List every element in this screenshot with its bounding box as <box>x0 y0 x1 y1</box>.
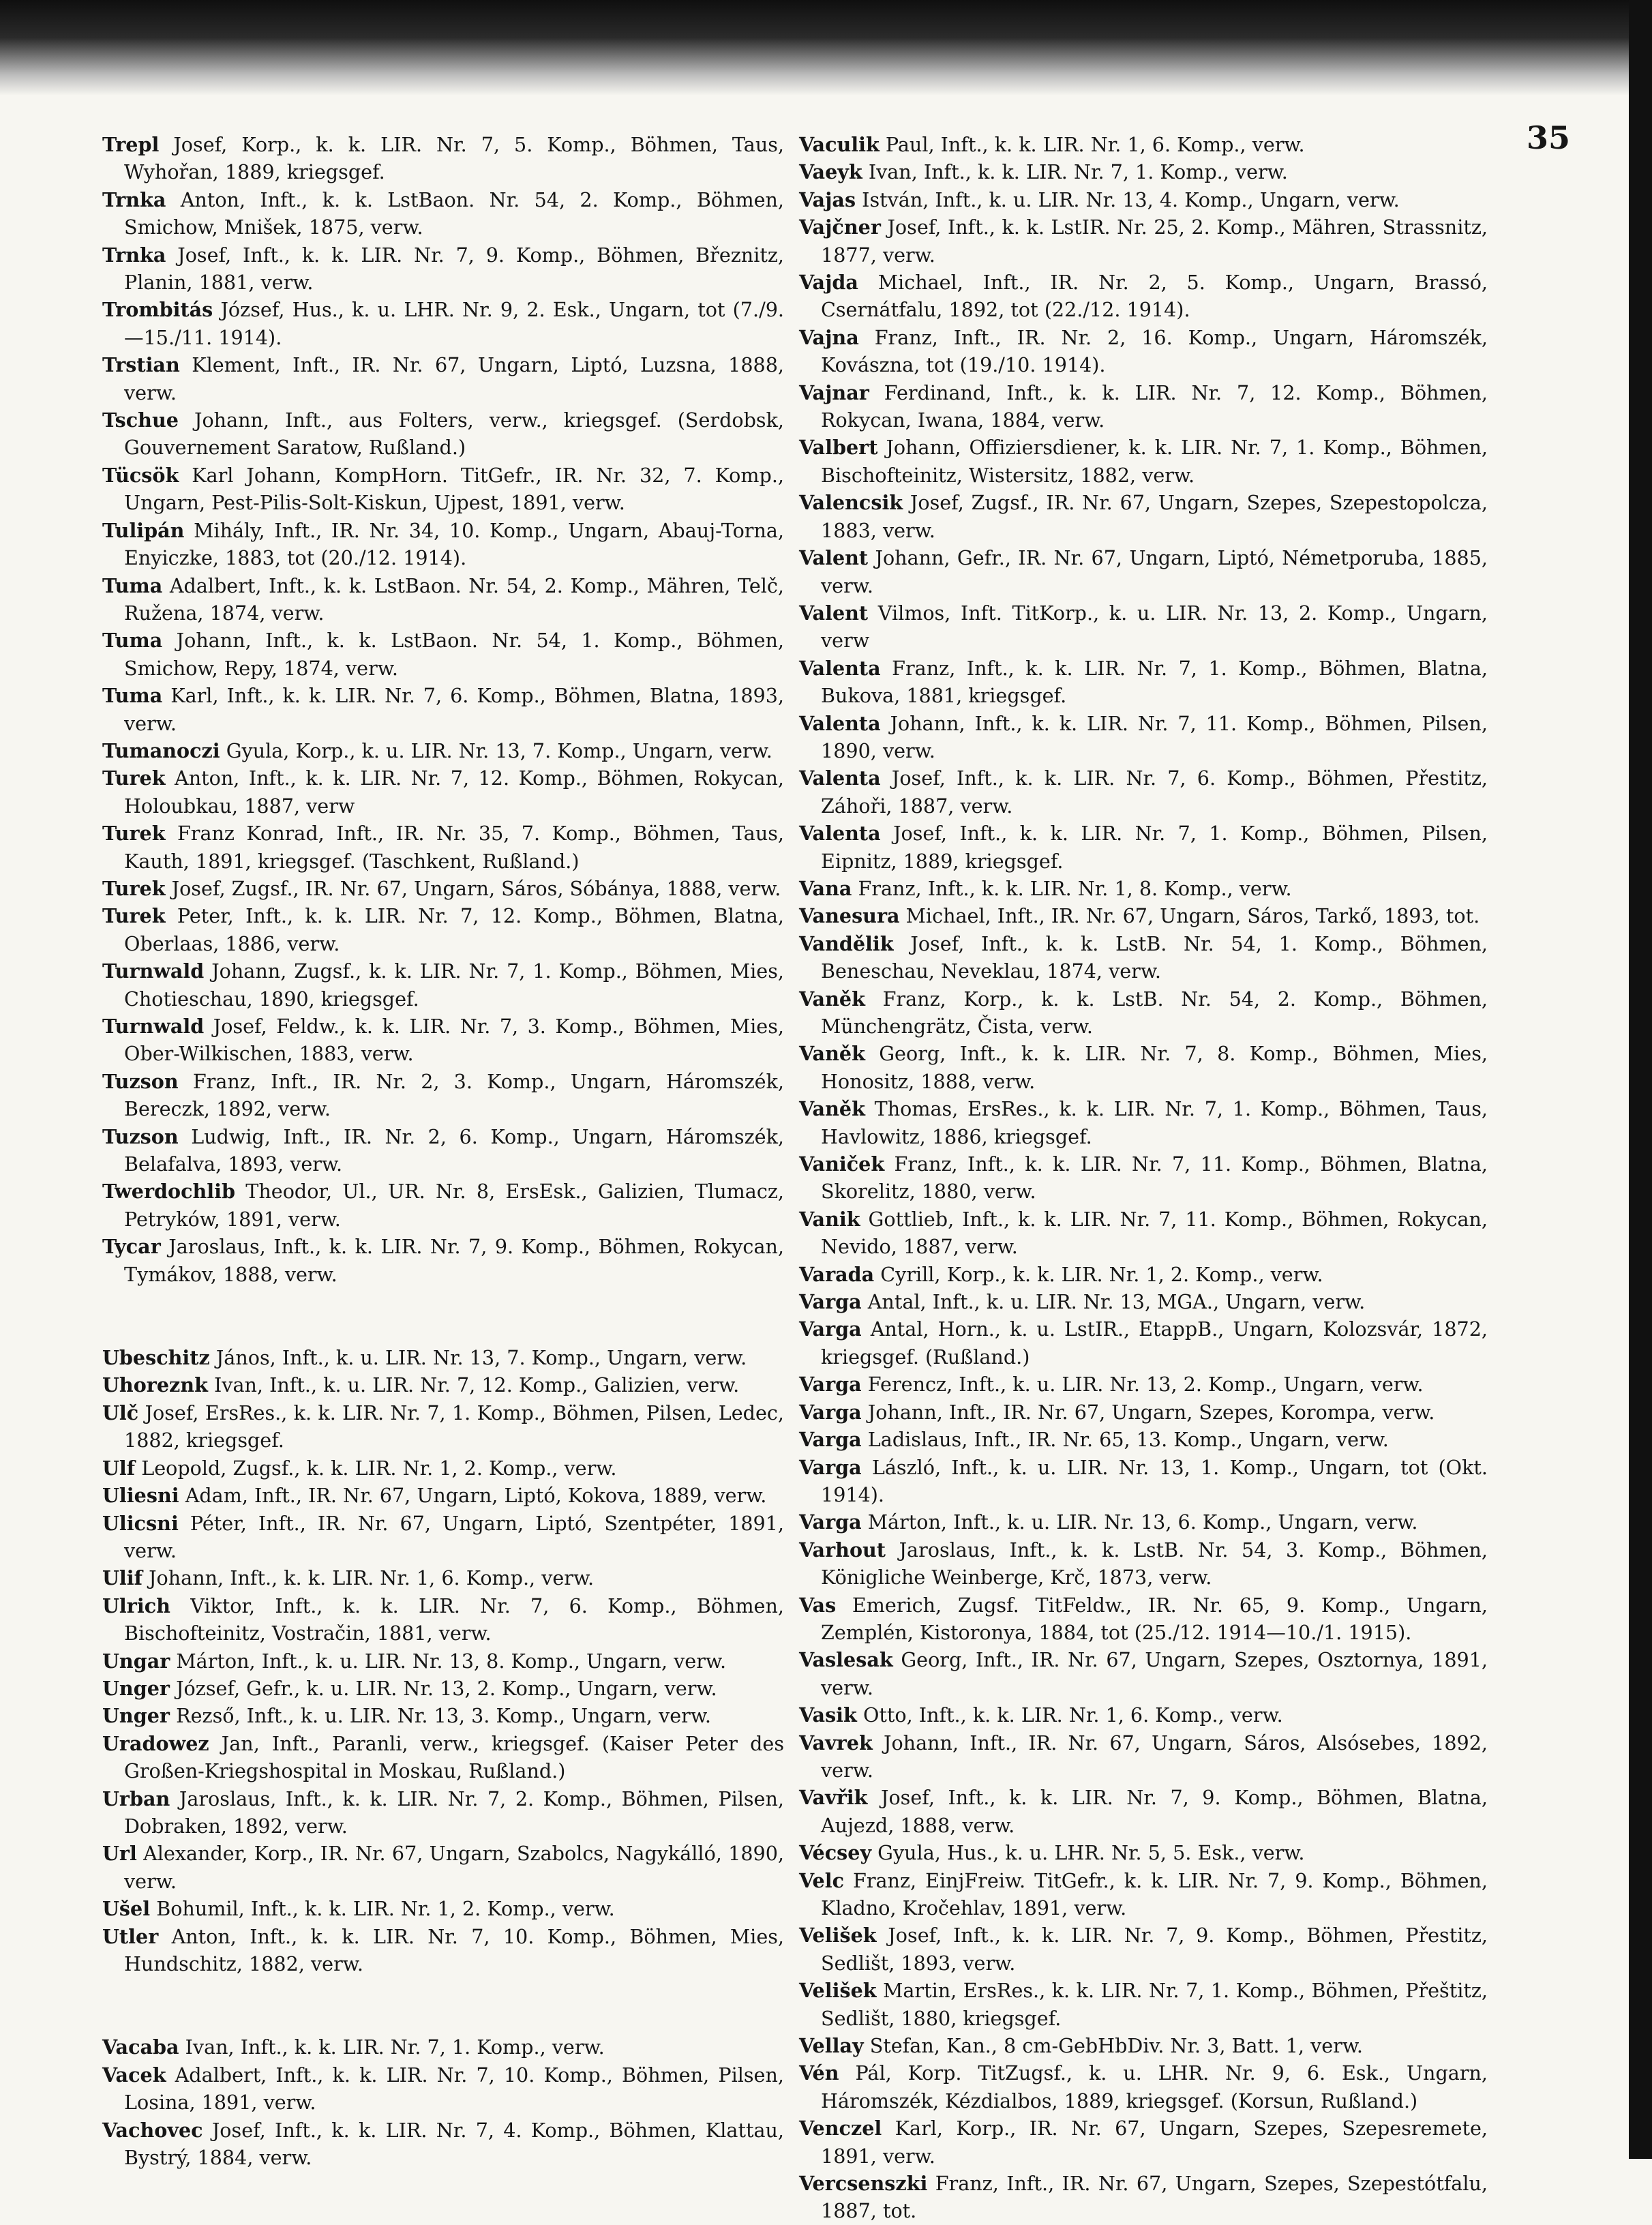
entry-surname: Vavrek <box>799 1731 873 1754</box>
entry-surname: Vaculik <box>799 133 880 156</box>
entry-surname: Valenta <box>799 711 881 735</box>
entry-details: Cyrill, Korp., k. k. LIR. Nr. 1, 2. Komp., verw. <box>880 1262 1323 1286</box>
entry-details: Franz, Inft., k. k. LIR. Nr. 7, 11. Komp., Böhmen, Blatna, Skorelitz, 1880, verw. <box>821 1152 1488 1204</box>
entry-surname: Velišek <box>799 1979 877 2003</box>
entry-details: Michael, Inft., IR. Nr. 2, 5. Komp., Ungarn, Brassó, Csernátfalu, 1892, tot (22./12. 1914). <box>821 271 1488 322</box>
list-item <box>102 682 784 737</box>
list-item <box>799 1206 1488 1261</box>
entry-details: Josef, Inft., k. k. LIR. Nr. 7, 4. Komp., Böhmen, Klattau, Bystrý, 1884, verw. <box>124 2118 784 2170</box>
entry-details: Johann, Inft., aus Folters, verw., kriegsgef. (Serdobsk, Gouvernement Saratow, Rußland.) <box>124 408 785 460</box>
entry-details: Josef, Inft., k. k. LIR. Nr. 7, 1. Komp., Böhmen, Pilsen, Eipnitz, 1889, kriegsgef. <box>821 822 1488 873</box>
entry-surname: Velišek <box>799 1924 877 1947</box>
entry-details: Paul, Inft., k. k. LIR. Nr. 1, 6. Komp., verw. <box>885 133 1305 156</box>
list-item <box>799 1315 1488 1371</box>
entry-surname: Trepl <box>102 133 160 156</box>
list-item <box>799 599 1488 655</box>
list-item <box>799 930 1488 985</box>
entry-surname: Trombitás <box>102 298 213 322</box>
entry-details: Anton, Inft., k. k. LIR. Nr. 7, 10. Komp., Böhmen, Mies, Hundschitz, 1882, verw. <box>124 1924 784 1975</box>
entry-surname: Tuzson <box>102 1069 179 1093</box>
entry-surname: Unger <box>102 1676 170 1700</box>
entry-surname: Vandělik <box>799 931 894 955</box>
list-item <box>799 434 1488 489</box>
list-item <box>799 1371 1488 1398</box>
list-item <box>799 1701 1488 1729</box>
entry-surname: Ulrich <box>102 1594 170 1617</box>
entry-details: Vilmos, Inft. TitKorp., k. u. LIR. Nr. 13, 2. Komp., Ungarn, verw <box>821 601 1488 653</box>
list-item <box>102 1785 784 1840</box>
list-item <box>799 1839 1488 1866</box>
list-item <box>102 1482 784 1509</box>
entry-surname: Varga <box>799 1290 862 1314</box>
entry-details: Jaroslaus, Inft., k. k. LIR. Nr. 7, 2. Komp., Böhmen, Pilsen, Dobraken, 1892, verw. <box>124 1787 784 1838</box>
entry-surname: Tschue <box>102 408 179 432</box>
entry-surname: Ulč <box>102 1401 139 1424</box>
list-item <box>799 131 1488 158</box>
entry-surname: Varga <box>799 1317 862 1341</box>
entry-details: Ivan, Inft., k. k. LIR. Nr. 7, 1. Komp., verw. <box>185 2035 605 2059</box>
entry-surname: Valencsik <box>799 491 903 515</box>
list-item <box>799 875 1488 902</box>
entry-surname: Varga <box>799 1400 862 1424</box>
list-item <box>799 1536 1488 1592</box>
entry-details: Franz, Inft., IR. Nr. 2, 16. Komp., Ungarn, Háromszék, Kovászna, tot (19./10. 1914). <box>821 325 1488 377</box>
entry-surname: Ulicsni <box>102 1511 179 1535</box>
entry-details: Franz, Korp., k. k. LstB. Nr. 54, 2. Komp., Böhmen, Münchengrätz, Čista, verw. <box>821 987 1488 1038</box>
list-item <box>102 517 784 572</box>
entry-details: Anton, Inft., k. k. LstBaon. Nr. 54, 2. Komp., Böhmen, Smichow, Mnišek, 1875, verw. <box>124 188 785 239</box>
entry-details: Gyula, Hus., k. u. LHR. Nr. 5, 5. Esk., verw. <box>877 1841 1305 1865</box>
entry-details: Bohumil, Inft., k. k. LIR. Nr. 1, 2. Komp., verw. <box>156 1897 615 1921</box>
entry-surname: Tuma <box>102 629 163 653</box>
entry-details: Franz, Inft., IR. Nr. 2, 3. Komp., Ungarn, Háromszék, Bereczk, 1892, verw. <box>124 1069 784 1121</box>
entry-details: Emerich, Zugsf. TitFeldw., IR. Nr. 65, 9. Komp., Ungarn, Zemplén, Kistoronya, 1884, tot (25./12. 1914—10./1. 1915). <box>821 1593 1488 1644</box>
entry-details: Anton, Inft., k. k. LIR. Nr. 7, 12. Komp., Böhmen, Rokycan, Holoubkau, 1887, verw <box>124 766 784 818</box>
entry-details: Márton, Inft., k. u. LIR. Nr. 13, 8. Komp., Ungarn, verw. <box>176 1649 727 1673</box>
entry-details: Ferdinand, Inft., k. k. LIR. Nr. 7, 12. Komp., Böhmen, Rokycan, Iwana, 1884, verw. <box>821 380 1488 432</box>
entry-details: Ladislaus, Inft., IR. Nr. 65, 13. Komp., Ungarn, verw. <box>867 1428 1389 1452</box>
entry-details: Stefan, Kan., 8 cm-GebHbDiv. Nr. 3, Batt. 1, verw. <box>869 2034 1364 2058</box>
list-item <box>102 627 784 682</box>
list-item <box>102 1647 784 1675</box>
list-item <box>102 957 784 1013</box>
entry-surname: Valenta <box>799 656 881 680</box>
entry-details: János, Inft., k. u. LIR. Nr. 13, 7. Komp., Ungarn, verw. <box>215 1346 747 1370</box>
entry-surname: Valenta <box>799 822 881 846</box>
entry-details: Mihály, Inft., IR. Nr. 34, 10. Komp., Ungarn, Abauj-Torna, Enyiczke, 1883, tot (20./12. 1914). <box>124 518 784 570</box>
list-item <box>102 1178 784 1233</box>
list-item <box>799 1784 1488 1839</box>
list-item <box>102 462 784 517</box>
list-item <box>102 2033 784 2061</box>
list-item <box>799 902 1488 929</box>
entry-surname: Vaněk <box>799 1097 865 1121</box>
list-item <box>102 902 784 957</box>
list-item <box>102 2117 784 2172</box>
entry-details: Josef, Inft., k. k. LIR. Nr. 7, 6. Komp., Böhmen, Přestitz, Záhoři, 1887, verw. <box>821 766 1488 818</box>
list-item <box>799 1399 1488 1426</box>
page-number: 35 <box>1526 119 1570 156</box>
entry-surname: Vacek <box>102 2063 166 2087</box>
list-item <box>102 1068 784 1123</box>
entry-surname: Turnwald <box>102 1015 205 1038</box>
entry-details: Péter, Inft., IR. Nr. 67, Ungarn, Liptó, Szentpéter, 1891, verw. <box>124 1511 784 1562</box>
entry-surname: Turek <box>102 876 166 900</box>
entry-details: Josef, Feldw., k. k. LIR. Nr. 7, 3. Komp., Böhmen, Mies, Ober-Wilkischen, 1883, verw. <box>124 1015 784 1066</box>
entry-details: Franz, Inft., k. k. LIR. Nr. 1, 8. Komp., verw. <box>858 876 1292 900</box>
section-gap <box>102 1977 784 2033</box>
list-item <box>799 324 1488 379</box>
entry-surname: Valent <box>799 546 869 570</box>
right-column <box>799 131 1488 2225</box>
list-item <box>799 1288 1488 1315</box>
entry-surname: Tycar <box>102 1235 161 1259</box>
entry-surname: Turek <box>102 904 166 928</box>
entry-surname: Valenta <box>799 766 881 790</box>
list-item <box>799 1261 1488 1288</box>
list-item <box>799 1729 1488 1785</box>
entry-details: Leopold, Zugsf., k. k. LIR. Nr. 1, 2. Komp., verw. <box>141 1456 617 1480</box>
entry-surname: Varga <box>799 1373 862 1397</box>
entry-details: Gyula, Korp., k. u. LIR. Nr. 13, 7. Komp., Ungarn, verw. <box>226 738 772 762</box>
entry-details: József, Gefr., k. u. LIR. Nr. 13, 2. Komp., Ungarn, verw. <box>176 1676 717 1700</box>
entry-surname: Valbert <box>799 436 878 460</box>
list-item <box>799 1867 1488 1922</box>
list-item <box>799 269 1488 324</box>
entry-details: Josef, Zugsf., IR. Nr. 67, Ungarn, Sáros, Sóbánya, 1888, verw. <box>171 876 781 900</box>
list-item <box>799 1922 1488 1977</box>
entry-surname: Unger <box>102 1704 170 1728</box>
list-item <box>799 1592 1488 1647</box>
list-item <box>102 1510 784 1565</box>
entry-surname: Ungar <box>102 1649 170 1673</box>
entry-surname: Vachovec <box>102 2118 203 2142</box>
entry-details: István, Inft., k. u. LIR. Nr. 13, 4. Komp., Ungarn, verw. <box>862 188 1400 211</box>
entry-details: Franz, EinjFreiw. TitGefr., k. k. LIR. Nr. 7, 9. Komp., Böhmen, Kladno, Kročehlav, 1891, verw. <box>821 1868 1488 1920</box>
entry-details: Pál, Korp. TitZugsf., k. u. LHR. Nr. 9, 6. Esk., Ungarn, Háromszék, Kézdialbos, 1889, kriegsgef. (Korsun, Rußland.) <box>821 2061 1488 2112</box>
list-item <box>102 820 784 875</box>
entry-surname: Varga <box>799 1455 862 1479</box>
list-item <box>799 544 1488 599</box>
entry-surname: Tuma <box>102 573 163 597</box>
scan-frame-top <box>0 0 1652 95</box>
entry-details: Alexander, Korp., IR. Nr. 67, Ungarn, Szabolcs, Nagykálló, 1890, verw. <box>124 1842 784 1893</box>
list-item <box>102 1399 784 1454</box>
entry-surname: Trnka <box>102 188 166 211</box>
entry-details: Josef, Zugsf., IR. Nr. 67, Ungarn, Szepes, Szepestopolcza, 1883, verw. <box>821 491 1488 542</box>
list-item <box>799 1977 1488 2032</box>
entry-surname: Vaněk <box>799 1042 865 1066</box>
entry-surname: Twerdochlib <box>102 1180 235 1204</box>
entry-details: Franz, Inft., k. k. LIR. Nr. 7, 1. Komp., Böhmen, Blatna, Bukova, 1881, kriegsgef. <box>821 656 1488 708</box>
entry-surname: Uradowez <box>102 1731 209 1755</box>
list-item <box>799 2115 1488 2170</box>
entry-details: Otto, Inft., k. k. LIR. Nr. 1, 6. Komp., verw. <box>862 1703 1283 1727</box>
entry-surname: Vaeyk <box>799 160 862 184</box>
entry-details: Antal, Inft., k. u. LIR. Nr. 13, MGA., Ungarn, verw. <box>867 1290 1366 1314</box>
entry-surname: Varada <box>799 1262 875 1286</box>
entry-details: Ludwig, Inft., IR. Nr. 2, 6. Komp., Ungarn, Háromszék, Belafalva, 1893, verw. <box>124 1124 784 1176</box>
list-item <box>799 1095 1488 1150</box>
list-item <box>799 1646 1488 1701</box>
entry-surname: Velc <box>799 1868 845 1892</box>
list-item <box>799 1454 1488 1509</box>
list-item <box>799 1508 1488 1536</box>
entry-surname: Vacaba <box>102 2035 179 2059</box>
scan-frame-right <box>1629 0 1652 2159</box>
entry-details: Johann, Inft., k. k. LstBaon. Nr. 54, 1. Komp., Böhmen, Smichow, Repy, 1874, verw. <box>124 629 784 680</box>
entry-details: Theodor, Ul., UR. Nr. 8, ErsEsk., Galizien, Tlumacz, Petryków, 1891, verw. <box>124 1180 785 1231</box>
entry-surname: Vavřik <box>799 1786 868 1810</box>
entry-surname: Varga <box>799 1428 862 1452</box>
entry-details: József, Hus., k. u. LHR. Nr. 9, 2. Esk., Ungarn, tot (7./9.—15./11. 1914). <box>124 298 784 349</box>
entry-surname: Tuma <box>102 684 163 708</box>
list-item <box>799 764 1488 820</box>
left-column <box>102 131 784 2171</box>
entry-details: László, Inft., k. u. LIR. Nr. 13, 1. Komp., Ungarn, tot (Okt. 1914). <box>821 1455 1488 1506</box>
entry-surname: Vellay <box>799 2034 864 2058</box>
entry-surname: Turek <box>102 822 166 846</box>
entry-details: Michael, Inft., IR. Nr. 67, Ungarn, Sáros, Tarkő, 1893, tot. <box>905 904 1480 928</box>
list-item <box>799 2170 1488 2225</box>
entry-details: Georg, Inft., k. k. LIR. Nr. 7, 8. Komp., Böhmen, Mies, Honositz, 1888, verw. <box>821 1042 1488 1093</box>
entry-surname: Ušel <box>102 1897 151 1921</box>
entry-surname: Url <box>102 1842 137 1866</box>
entry-details: Klement, Inft., IR. Nr. 67, Ungarn, Liptó, Luzsna, 1888, verw. <box>124 353 785 404</box>
list-item <box>102 1592 784 1647</box>
entry-details: Josef, Inft., k. k. LIR. Nr. 7, 9. Komp., Böhmen, Blatna, Aujezd, 1888, verw. <box>821 1786 1488 1837</box>
list-item <box>102 1702 784 1729</box>
list-item <box>102 1730 784 1785</box>
list-item <box>102 875 784 902</box>
entry-details: Johann, Inft., k. k. LIR. Nr. 1, 6. Komp., verw. <box>149 1566 595 1590</box>
list-item <box>799 489 1488 544</box>
list-item <box>102 1013 784 1068</box>
list-item <box>102 186 784 241</box>
entry-surname: Tumanoczi <box>102 738 220 762</box>
entry-surname: Tulipán <box>102 518 185 542</box>
entry-surname: Vajčner <box>799 215 881 239</box>
entry-details: Franz, Inft., IR. Nr. 67, Ungarn, Szepes, Szepestótfalu, 1887, tot. <box>821 2172 1488 2223</box>
entry-surname: Vaněk <box>799 987 865 1011</box>
entry-details: Johann, Inft., IR. Nr. 67, Ungarn, Sáros, Alsósebes, 1892, verw. <box>821 1731 1488 1782</box>
entry-surname: Vaslesak <box>799 1648 893 1672</box>
list-item <box>102 2061 784 2117</box>
entry-details: Jaroslaus, Inft., k. k. LIR. Nr. 7, 9. Komp., Böhmen, Rokycan, Tymákov, 1888, verw. <box>124 1235 785 1286</box>
entry-details: Karl Johann, KompHorn. TitGefr., IR. Nr. 32, 7. Komp., Ungarn, Pest-Pilis-Solt-Kiskun, Ujpest, 1891, verw. <box>124 463 784 515</box>
entry-details: Ivan, Inft., k. u. LIR. Nr. 7, 12. Komp., Galizien, verw. <box>214 1373 740 1397</box>
list-item <box>102 296 784 351</box>
entry-surname: Trnka <box>102 243 166 267</box>
entry-surname: Vén <box>799 2061 839 2085</box>
list-item <box>102 1564 784 1592</box>
entry-details: Márton, Inft., k. u. LIR. Nr. 13, 6. Komp., Ungarn, verw. <box>867 1510 1418 1534</box>
entry-surname: Vaniček <box>799 1152 885 1176</box>
entry-details: Jan, Inft., Paranli, verw., kriegsgef. (Kaiser Peter des Großen-Kriegshospital in Moskau, Rußland.) <box>124 1731 784 1783</box>
entry-surname: Uliesni <box>102 1484 179 1508</box>
entry-details: Peter, Inft., k. k. LIR. Nr. 7, 12. Komp., Böhmen, Blatna, Oberlaas, 1886, verw. <box>124 904 785 955</box>
list-item <box>102 1923 784 1978</box>
entry-details: Josef, Inft., k. k. LIR. Nr. 7, 9. Komp., Böhmen, Přestitz, Sedlišt, 1893, verw. <box>821 1924 1488 1975</box>
entry-surname: Vercsenszki <box>799 2172 928 2196</box>
entry-details: Viktor, Inft., k. k. LIR. Nr. 7, 6. Komp., Böhmen, Bischofteinitz, Vostračin, 1881, verw. <box>124 1594 784 1645</box>
list-item <box>102 764 784 820</box>
entry-surname: Vajnar <box>799 380 869 404</box>
entry-details: Johann, Gefr., IR. Nr. 67, Ungarn, Liptó, Németporuba, 1885, verw. <box>821 546 1488 597</box>
entry-surname: Vanik <box>799 1207 860 1231</box>
list-item <box>799 2059 1488 2115</box>
entry-details: Karl, Korp., IR. Nr. 67, Ungarn, Szepes, Szepesremete, 1891, verw. <box>821 2117 1488 2168</box>
list-item <box>102 572 784 627</box>
entry-details: Adalbert, Inft., k. k. LstBaon. Nr. 54, 2. Komp., Mähren, Telč, Ružena, 1874, verw. <box>124 573 785 625</box>
entry-details: Johann, Zugsf., k. k. LIR. Nr. 7, 1. Komp., Böhmen, Mies, Chotieschau, 1890, kriegsgef. <box>124 959 784 1011</box>
entry-surname: Vasik <box>799 1703 857 1727</box>
entry-surname: Varga <box>799 1510 862 1534</box>
entry-details: Ivan, Inft., k. k. LIR. Nr. 7, 1. Komp., verw. <box>868 160 1288 184</box>
entry-surname: Utler <box>102 1924 159 1948</box>
entry-surname: Turek <box>102 766 166 790</box>
list-item <box>102 1371 784 1399</box>
list-item <box>799 985 1488 1041</box>
entry-details: Josef, Inft., k. k. LstIR. Nr. 25, 2. Komp., Mähren, Strassnitz, 1877, verw. <box>821 215 1488 267</box>
entry-details: Rezső, Inft., k. u. LIR. Nr. 13, 3. Komp., Ungarn, verw. <box>176 1704 711 1728</box>
entry-surname: Ulf <box>102 1456 136 1480</box>
list-item <box>799 655 1488 710</box>
list-item <box>799 1040 1488 1095</box>
list-item <box>102 1840 784 1895</box>
entry-surname: Venczel <box>799 2117 882 2140</box>
list-item <box>102 351 784 406</box>
entry-details: Thomas, ErsRes., k. k. LIR. Nr. 7, 1. Komp., Böhmen, Taus, Havlowitz, 1886, kriegsgef. <box>821 1097 1488 1148</box>
entry-details: Josef, ErsRes., k. k. LIR. Nr. 7, 1. Komp., Böhmen, Pilsen, Ledec, 1882, kriegsgef. <box>124 1401 785 1452</box>
list-item <box>102 737 784 764</box>
entry-surname: Uhoreznk <box>102 1373 208 1397</box>
list-item <box>799 2032 1488 2059</box>
entry-surname: Varhout <box>799 1538 886 1562</box>
entry-details: Antal, Horn., k. u. LstIR., EtappB., Ungarn, Kolozsvár, 1872, kriegsgef. (Rußland.) <box>821 1317 1488 1369</box>
entry-surname: Urban <box>102 1787 170 1810</box>
list-item <box>102 1675 784 1702</box>
entry-surname: Tuzson <box>102 1124 179 1148</box>
entry-surname: Vas <box>799 1593 837 1617</box>
list-item <box>102 1233 784 1288</box>
entry-details: Franz Konrad, Inft., IR. Nr. 35, 7. Komp., Böhmen, Taus, Kauth, 1891, kriegsgef. (Taschkent, Rußland.) <box>124 822 784 873</box>
entry-details: Adam, Inft., IR. Nr. 67, Ungarn, Liptó, Kokova, 1889, verw. <box>185 1484 767 1508</box>
list-item <box>102 1454 784 1482</box>
list-item <box>102 1123 784 1178</box>
entry-details: Josef, Korp., k. k. LIR. Nr. 7, 5. Komp., Böhmen, Taus, Wyhořan, 1889, kriegsgef. <box>124 133 785 184</box>
entry-details: Josef, Inft., k. k. LstB. Nr. 54, 1. Komp., Böhmen, Beneschau, Neveklau, 1874, verw. <box>821 931 1488 983</box>
list-item <box>799 379 1488 434</box>
entry-details: Johann, Inft., k. k. LIR. Nr. 7, 11. Komp., Böhmen, Pilsen, 1890, verw. <box>821 711 1488 762</box>
entry-surname: Turnwald <box>102 959 205 983</box>
list-item <box>799 158 1488 185</box>
entry-surname: Ubeschitz <box>102 1346 210 1370</box>
entry-surname: Trstian <box>102 353 180 377</box>
entry-surname: Vanesura <box>799 904 900 928</box>
list-item <box>102 1344 784 1371</box>
list-item <box>799 1150 1488 1206</box>
entry-surname: Ulif <box>102 1566 142 1590</box>
list-item <box>799 820 1488 875</box>
entry-surname: Valent <box>799 601 869 625</box>
list-item <box>102 241 784 297</box>
list-item <box>102 131 784 186</box>
list-item <box>799 186 1488 213</box>
entry-details: Martin, ErsRes., k. k. LIR. Nr. 7, 1. Komp., Böhmen, Přeštitz, Sedlišt, 1880, kriegsgef. <box>821 1979 1488 2030</box>
entry-details: Josef, Inft., k. k. LIR. Nr. 7, 9. Komp., Böhmen, Březnitz, Planin, 1881, verw. <box>124 243 785 295</box>
entry-details: Karl, Inft., k. k. LIR. Nr. 7, 6. Komp., Böhmen, Blatna, 1893, verw. <box>124 684 784 735</box>
entry-details: Georg, Inft., IR. Nr. 67, Ungarn, Szepes, Osztornya, 1891, verw. <box>821 1648 1488 1699</box>
entry-details: Gottlieb, Inft., k. k. LIR. Nr. 7, 11. Komp., Böhmen, Rokycan, Nevido, 1887, verw. <box>821 1207 1488 1259</box>
section-gap <box>102 1288 784 1344</box>
entry-details: Adalbert, Inft., k. k. LIR. Nr. 7, 10. Komp., Böhmen, Pilsen, Losina, 1891, verw. <box>124 2063 784 2115</box>
entry-surname: Vajna <box>799 325 859 349</box>
list-item <box>799 213 1488 269</box>
list-item <box>102 1895 784 1922</box>
entry-surname: Vajda <box>799 271 858 295</box>
entry-details: Johann, Inft., IR. Nr. 67, Ungarn, Szepes, Korompa, verw. <box>867 1400 1435 1424</box>
entry-surname: Vajas <box>799 188 856 211</box>
entry-surname: Vécsey <box>799 1841 872 1865</box>
entry-details: Ferencz, Inft., k. u. LIR. Nr. 13, 2. Komp., Ungarn, verw. <box>867 1373 1424 1397</box>
entry-details: Johann, Offiziersdiener, k. k. LIR. Nr. 7, 1. Komp., Böhmen, Bischofteinitz, Wistersitz, 1882, verw. <box>821 436 1488 487</box>
list-item <box>799 1426 1488 1453</box>
entry-surname: Vana <box>799 876 852 900</box>
entry-details: Jaroslaus, Inft., k. k. LstB. Nr. 54, 3. Komp., Böhmen, Königliche Weinberge, Krč, 1873, verw. <box>821 1538 1488 1589</box>
list-item <box>102 406 784 462</box>
list-item <box>799 710 1488 765</box>
entry-surname: Tücsök <box>102 463 179 487</box>
